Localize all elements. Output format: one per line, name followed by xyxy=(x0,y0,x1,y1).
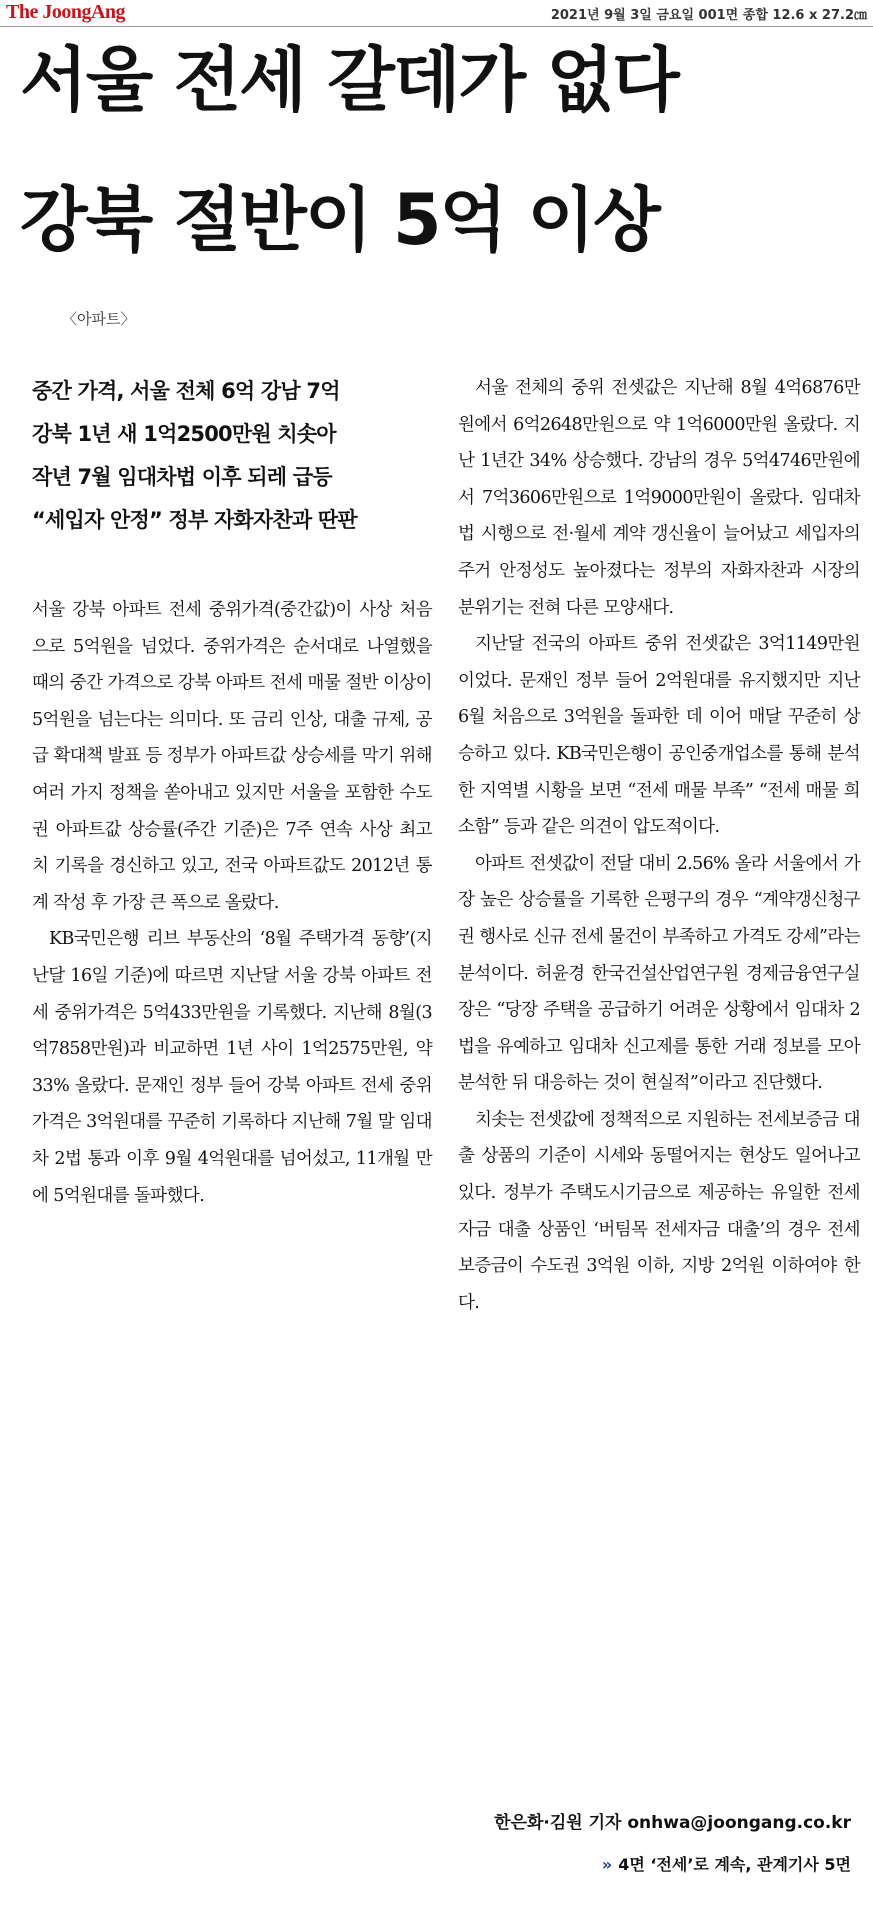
article-paragraph: KB국민은행 리브 부동산의 ‘8월 주택가격 동향’(지난달 16일 기준)에 따르면 지난달 서울 강북 아파트 전세 중위가격은 5억433만원을 기록했다. 지난해 8월(3억7858만원)과 비교하면 1년 사이 1억2575만원, 약 33% 올랐다. 문재인 정부 들어 강북 아파트 전세 중위가격은 3억원대를 꾸준히 기록하다 지난해 7월 말 임대차 2법 통과 이후 9월 4억원대를 넘어섰고, 11개월 만에 5억원대를 돌파했다. xyxy=(32,929,432,1206)
issue-info: 2021년 9월 3일 금요일 001면 종합 12.6 x 27.2㎝ xyxy=(550,8,867,23)
subheadline: 강북 1년 새 1억2500만원 치솟아 xyxy=(32,422,336,446)
headline-line-1: 서울 전세 갈데가 없다 xyxy=(20,39,678,121)
article-paragraph: 아파트 전셋값이 전달 대비 2.56% 올라 서울에서 가장 높은 상승률을 기록한 은평구의 경우 “계약갱신청구권 행사로 신규 전세 물건이 부족하고 가격도 강세”라는 분석이다. 허윤경 한국건설산업연구원 경제금융연구실장은 “당장 주택을 공급하기 어려운 상황에서 임대차 2법을 유예하고 임대차 신고제를 통한 거래 정보를 모아 분석한 뒤 대응하는 것이 현실적”이라고 진단했다. xyxy=(458,853,860,1094)
byline: 한은화·김원 기자 onhwa@joongang.co.kr xyxy=(494,1813,851,1833)
article-paragraph: 서울 강북 아파트 전세 중위가격(중간값)이 사상 처음으로 5억원을 넘었다. 중위가격은 순서대로 나열했을 때의 중간 가격으로 강북 아파트 전세 매물 절반 이상이 5억원을 넘는다는 의미다. 또 금리 인상, 대출 규제, 공급 확대책 발표 등 정부가 아파트값 상승세를 막기 위해 여러 가지 정책을 쏟아내고 있지만 서울을 포함한 수도권 아파트값 상승률(주간 기준)은 7주 연속 사상 최고치 기록을 경신하고 있고, 전국 아파트값도 2012년 통계 작성 후 가장 큰 폭으로 올랐다. xyxy=(32,600,432,913)
section-tag: 〈아파트〉 xyxy=(62,310,136,328)
article-paragraph: 지난달 전국의 아파트 중위 전셋값은 3억1149만원이었다. 문재인 정부 들어 2억원대를 유지했지만 지난 6월 처음으로 3억원을 돌파한 데 이어 매달 꾸준히 상승하고 있다. KB국민은행이 공인중개업소를 통해 분석한 지역별 시황을 보면 “전세 매물 부족” “전세 매물 희소함” 등과 같은 의견이 압도적이다. xyxy=(458,634,860,838)
article-paragraph: 서울 전체의 중위 전셋값은 지난해 8월 4억6876만원에서 6억2648만원으로 약 1억6000만원 올랐다. 지난 1년간 34% 상승했다. 강남의 경우 5억4746만원에서 7억3606만원으로 1억9000만원이 올랐다. 임대차법 시행으로 전·월세 계약 갱신율이 늘어났고 세입자의 주거 안정성도 높아졌다는 정부의 자화자찬과 시장의 분위기는 전혀 다른 모양새다. xyxy=(458,378,860,618)
subheadline: 중간 가격, 서울 전체 6억 강남 7억 xyxy=(32,379,340,403)
article-column-left xyxy=(32,370,432,1214)
article-column-right xyxy=(458,370,860,1321)
masthead-bar xyxy=(0,0,873,27)
newspaper-logo: The JoongAng xyxy=(6,1,126,23)
continuation-note xyxy=(602,1852,851,1875)
article-paragraph: 치솟는 전셋값에 정책적으로 지원하는 전세보증금 대출 상품의 기준이 시세와 동떨어지는 현상도 일어나고 있다. 정부가 주택도시기금으로 제공하는 유일한 전세자금 대출 상품인 ‘버팀목 전세자금 대출’의 경우 전세보증금이 수도권 3억원 이하, 지방 2억원 이하여야 한다. xyxy=(458,1109,860,1313)
headline-line-2: 강북 절반이 5억 이상 xyxy=(20,179,659,261)
subheadline: 작년 7월 임대차법 이후 되레 급등 xyxy=(32,465,332,489)
subheadline: “세입자 안정” 정부 자화자찬과 딴판 xyxy=(32,508,357,532)
continuation-text: 4면 ‘전세’로 계속, 관계기사 5면 xyxy=(618,1855,851,1874)
subheadline-block xyxy=(32,370,432,542)
double-chevron-icon: » xyxy=(601,1855,613,1874)
